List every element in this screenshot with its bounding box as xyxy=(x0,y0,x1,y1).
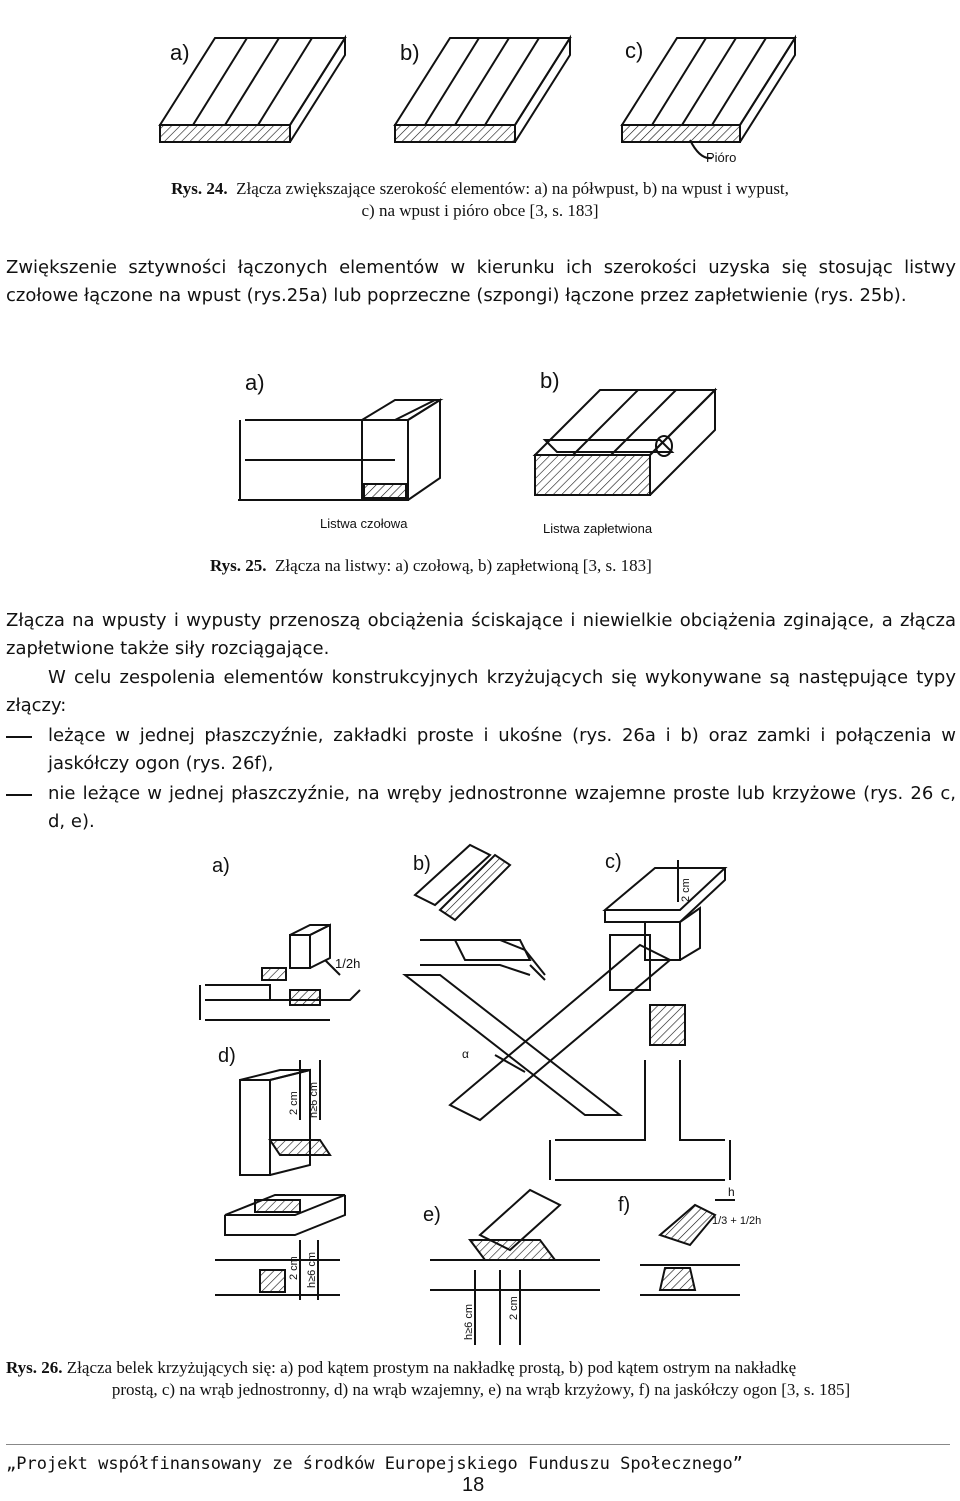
fig26-caption xyxy=(6,1357,956,1401)
fig26-dim-c-2cm: 2 cm xyxy=(680,878,692,902)
fig24-caption xyxy=(110,178,850,222)
fig26-caption-line1: Złącza belek krzyżujących się: a) pod kątem prostym na nakładkę prostą, b) pod kątem ostrym na nakładkę xyxy=(66,1358,797,1377)
fig25-caption-prefix: Rys. 25. xyxy=(210,556,267,575)
fig25-caption xyxy=(210,555,810,577)
figure-24-drawing xyxy=(0,0,960,175)
fig26-dim-e-h6: h≥6 cm xyxy=(463,1304,475,1340)
fig24-board-b xyxy=(395,38,570,142)
fig24-label-c: c) xyxy=(625,38,644,63)
figure-25-drawing xyxy=(0,360,960,560)
fig24-caption-line2: c) na wpust i pióro obce [3, s. 183] xyxy=(361,201,599,220)
fig26-dim-f-h: h xyxy=(728,1185,735,1199)
fig26-caption-line2: prostą, c) na wrąb jednostronny, d) na wrąb wzajemny, e) na wrąb krzyżowy, f) na jaskółczy ogon [3, s. 185] xyxy=(111,1380,851,1399)
list-dash-1 xyxy=(6,736,32,738)
paragraph-1-text: Zwiększenie sztywności łączonych elementów w kierunku ich szerokości uzyska się stosując listwy czołowe łączone na wpust (rys.25a) lub poprzeczne (szpongi) łączone przez zapłetwienie (rys. 25b). xyxy=(6,257,956,306)
fig24-label-b: b) xyxy=(400,40,420,65)
fig26-dim-half-h: 1/2h xyxy=(335,956,361,971)
fig26-joint-b xyxy=(415,845,545,980)
paragraph-3 xyxy=(6,664,956,720)
fig26-alpha: α xyxy=(462,1047,469,1061)
fig24-pioro-label: Pióro xyxy=(706,150,737,165)
paragraph-2-text: Złącza na wpusty i wypusty przenoszą obciążenia ściskające i niewielkie obciążenia zginające, a złącza zapłetwione także siły rozciągające. xyxy=(6,610,956,659)
fig26-dim-d-h6: h≥6 cm xyxy=(308,1082,320,1118)
list-item-1 xyxy=(48,722,956,778)
fig25-label-b: b) xyxy=(540,368,560,393)
fig24-caption-prefix: Rys. 24. xyxy=(171,179,228,198)
fig25-label-a: a) xyxy=(245,370,265,395)
fig26-dim-d2-2cm: 2 cm xyxy=(288,1256,300,1280)
fig26-joint-c xyxy=(605,860,725,1045)
list-item-2-text: nie leżące w jednej płaszczyźnie, na wręby jednostronne wzajemne proste lub krzyżowe (rys. 26 c, d, e). xyxy=(48,783,956,832)
fig26-label-a: a) xyxy=(212,855,230,877)
fig26-dim-f-formula: 1/3 + 1/2h xyxy=(712,1215,762,1227)
fig25-caption-text: Złącza na listwy: a) czołową, b) zapłetwioną [3, s. 183] xyxy=(275,556,652,575)
fig26-label-e: e) xyxy=(423,1204,441,1226)
fig25-joint-b xyxy=(535,390,715,495)
fig25-joint-a xyxy=(238,400,440,500)
paragraph-3-text: W celu zespolenia elementów konstrukcyjnych krzyżujących się wykonywane są następujące typy złączy: xyxy=(6,667,956,716)
fig26-joint-tee xyxy=(550,1060,730,1180)
fig26-joint-d xyxy=(215,1060,345,1300)
figure-26-drawing xyxy=(0,840,960,1350)
fig24-label-a: a) xyxy=(170,40,190,65)
fig26-joint-a xyxy=(200,925,360,1020)
footer-project-text: „Projekt współfinansowany ze środków Europejskiego Funduszu Społecznego” xyxy=(6,1454,743,1474)
fig25-listwa-a: Listwa czołowa xyxy=(320,516,408,531)
fig26-label-d: d) xyxy=(218,1045,236,1067)
fig26-dim-d-2cm: 2 cm xyxy=(288,1091,300,1115)
list-dash-2 xyxy=(6,794,32,796)
fig24-board-c xyxy=(622,38,795,158)
fig26-dim-e-2cm: 2 cm xyxy=(508,1296,520,1320)
fig26-joint-e xyxy=(430,1190,600,1345)
paragraph-2 xyxy=(6,607,956,663)
fig25-listwa-b: Listwa zapłetwiona xyxy=(543,521,653,536)
fig26-label-f: f) xyxy=(618,1194,631,1216)
paragraph-1 xyxy=(6,254,956,310)
page-number: 18 xyxy=(462,1474,485,1496)
fig26-label-c: c) xyxy=(605,851,622,873)
footer-rule xyxy=(6,1444,950,1445)
fig24-caption-line1: Złącza zwiększające szerokość elementów: a) na półwpust, b) na wpust i wypust, xyxy=(236,179,789,198)
list-item-1-text: leżące w jednej płaszczyźnie, zakładki proste i ukośne (rys. 26a i b) oraz zamki i połączenia w jaskółczy ogon (rys. 26f), xyxy=(48,725,956,774)
fig26-caption-prefix: Rys. 26. xyxy=(6,1358,63,1377)
fig26-dim-d2-h6: h≥6 cm xyxy=(306,1252,318,1288)
fig26-label-b: b) xyxy=(413,853,431,875)
list-item-2 xyxy=(48,780,956,836)
